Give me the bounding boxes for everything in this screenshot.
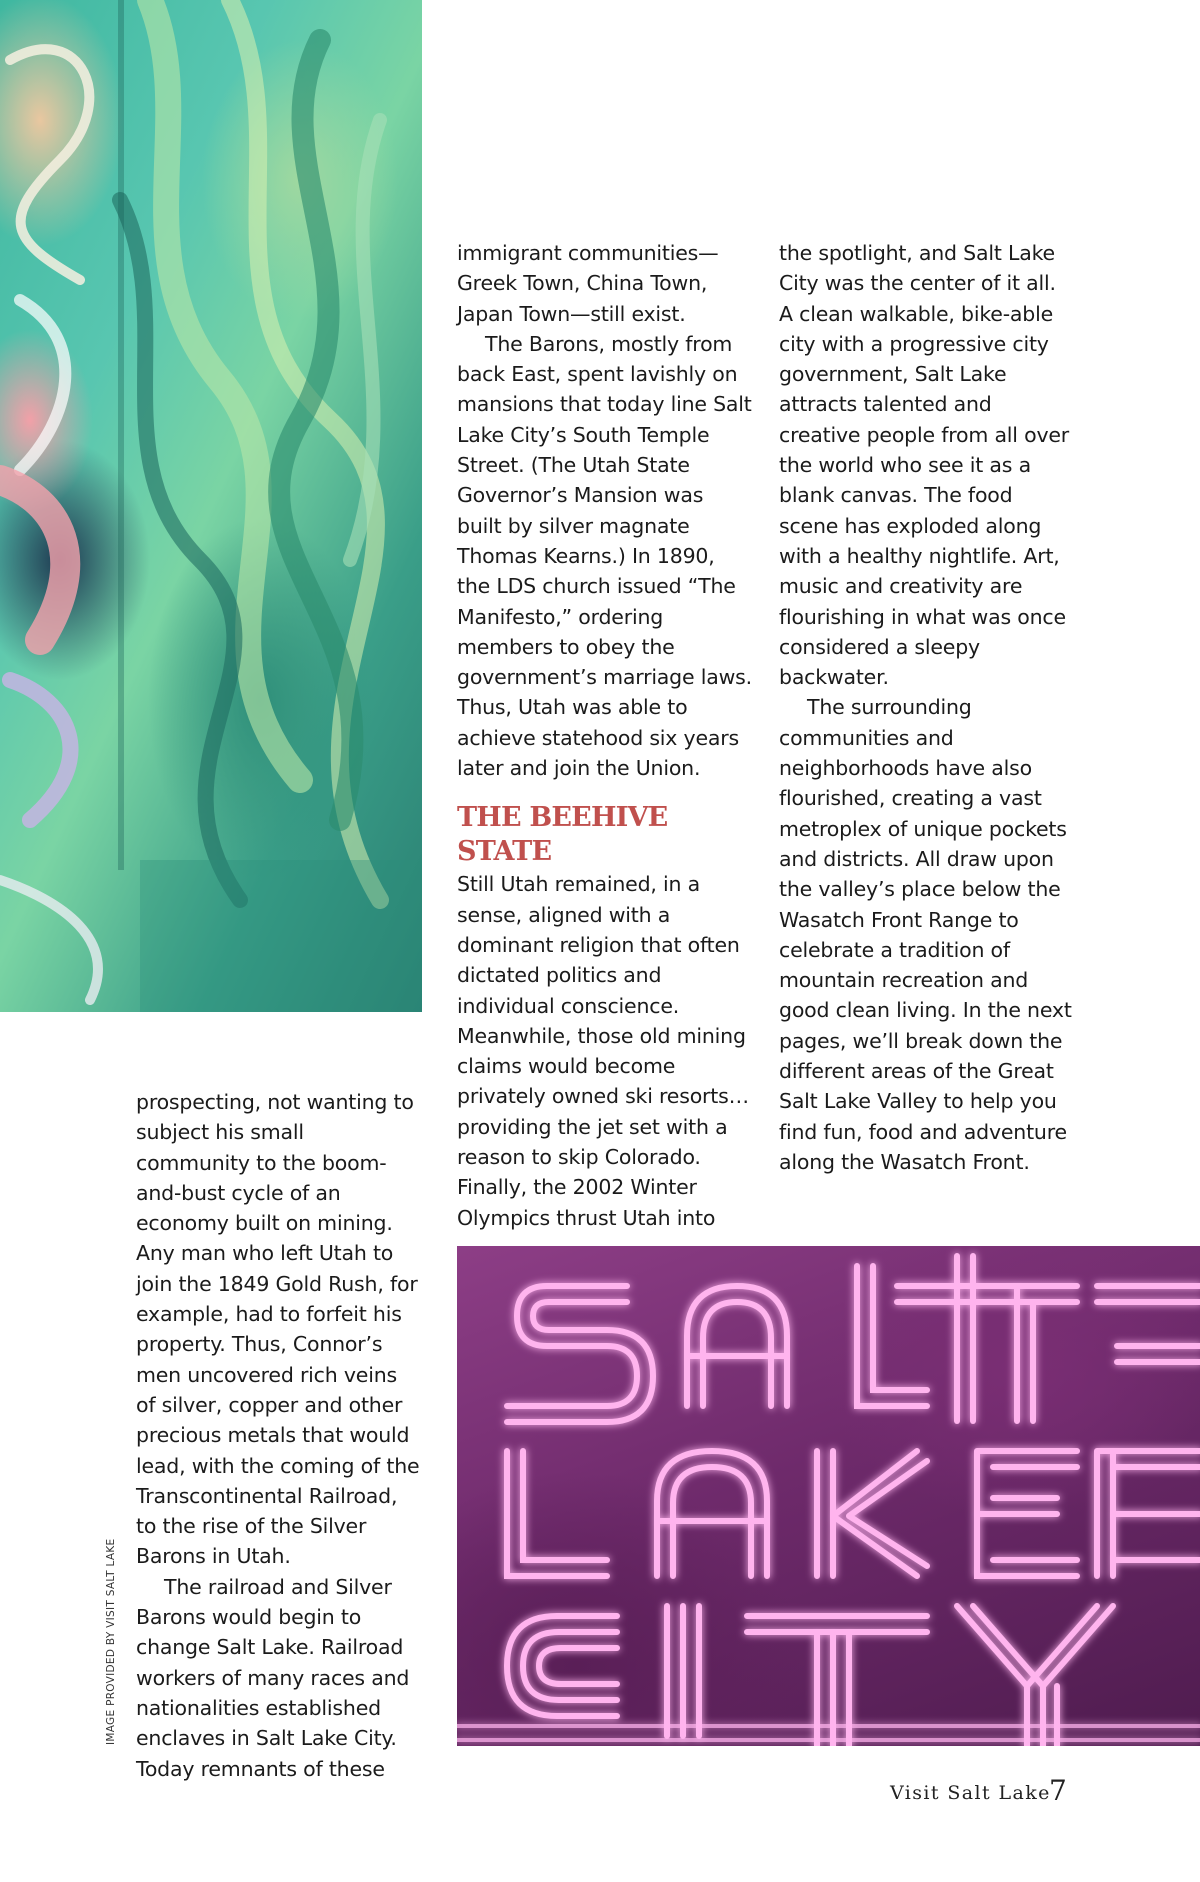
section-heading: THE BEEHIVE STATE (457, 802, 668, 868)
mural-graffiti-art (0, 0, 422, 1012)
paragraph: The railroad and Silver Barons would begin to change Salt Lake. Railroad workers of many races and nationalities established enclaves in Salt Lake City. Today remnants of these (136, 1574, 410, 1781)
mural-photo (0, 0, 422, 1012)
neon-sign-lettering (457, 1246, 1200, 1746)
neon-sign-photo (457, 1246, 1200, 1746)
publication-name: Visit Salt Lake (890, 1782, 1051, 1804)
column-1 (136, 1087, 422, 1784)
paragraph: The surrounding communities and neighborhoods have also flourished, creating a vast metroplex of unique pockets and districts. All draw upon the valley’s place below the Wasatch Front Range to celebrate a tradition of mountain recreation and good clean living. In the next pages, we’ll break down the different areas of the Great Salt Lake Valley to help you find fun, food and adventure along the Wasatch Front. (779, 695, 1072, 1174)
paragraph: The Barons, mostly from back East, spent lavishly on mansions that today line Salt Lake City’s South Temple Street. (The Utah State Governor’s Mansion was built by silver magnate Thomas Kearns.) In 1890, the LDS church issued “The Manifesto,” ordering members to obey the government’s marriage laws. Thus, Utah was able to achieve statehood six years later and join the Union. (457, 331, 752, 781)
paragraph: Still Utah remained, in a sense, aligned with a dominant religion that often dictated politics and individual conscience. Meanwhile, those old mining claims would become privately owned ski resorts… providing the jet set with a reason to skip Colorado. Finally, the 2002 Winter Olympics thrust Utah into (457, 872, 749, 1230)
page-number: 7 (1049, 1774, 1067, 1807)
paragraph: prospecting, not wanting to subject his small community to the boom-and-bust cycle of an economy built on mining. Any man who left Utah to join the 1849 Gold Rush, for example, had to forfeit his property. Thus, Connor’s men uncovered rich veins of silver, copper and other precious metals that would lead, with the coming of the Transcontinental Railroad, to the rise of the Silver Barons in Utah. (136, 1090, 420, 1569)
photo-credit: IMAGE PROVIDED BY VISIT SALT LAKE (105, 1538, 117, 1745)
column-3 (779, 238, 1075, 1177)
paragraph: immigrant communities—Greek Town, China Town, Japan Town—still exist. (457, 241, 719, 326)
column-2 (457, 238, 753, 1233)
paragraph: the spotlight, and Salt Lake City was the center of it all. A clean walkable, bike-able city with a progressive city government, Salt Lake attracts talented and creative people from all over the world who see it as a blank canvas. The food scene has exploded along with a healthy nightlife. Art, music and creativity are flourishing in what was once considered a sleepy backwater. (779, 241, 1070, 690)
